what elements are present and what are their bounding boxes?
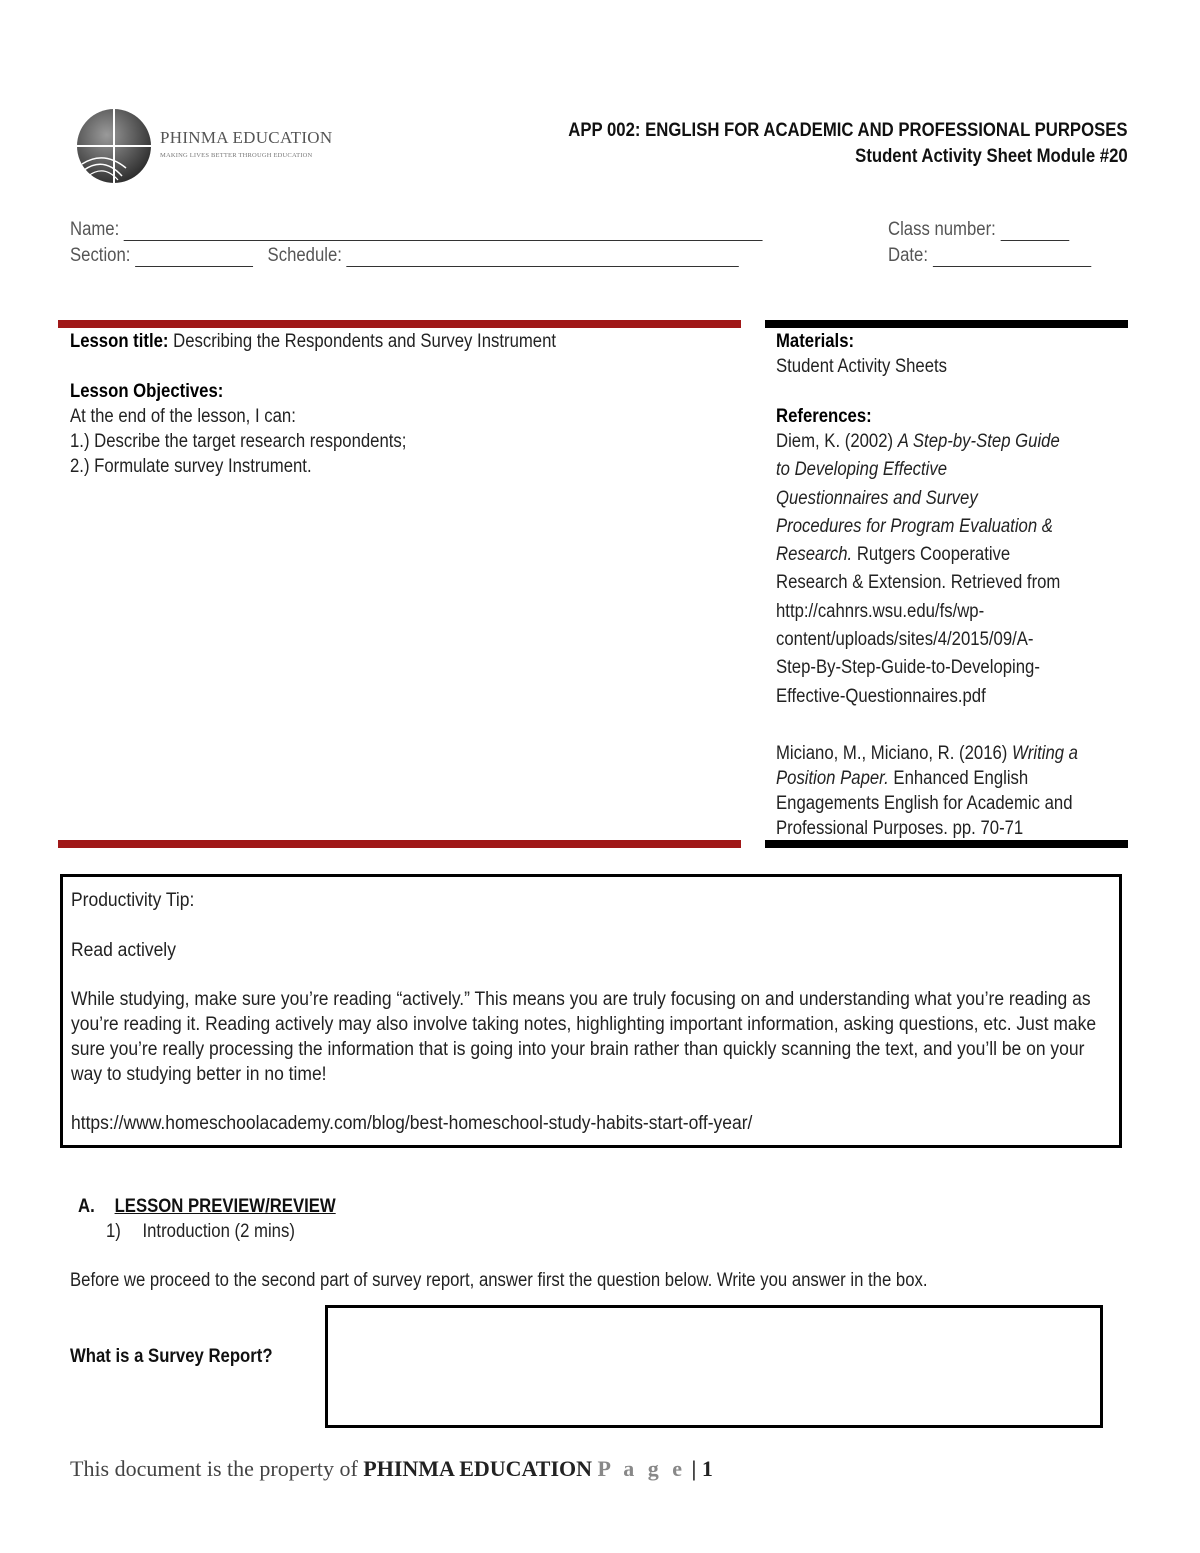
objectives-intro: At the end of the lesson, I can: (70, 406, 296, 427)
tip-source-link[interactable]: https://www.homeschoolacademy.com/blog/best-homeschool-study-habits-start-off-year/ (71, 1113, 753, 1135)
footer-page-word: P a g e (597, 1456, 687, 1481)
page-number: 1 (701, 1456, 713, 1481)
class-number-field[interactable] (888, 219, 1069, 241)
objectives-label: Lesson Objectives: (70, 381, 224, 402)
materials-label: Materials: (776, 331, 855, 352)
section-a-title: LESSON PREVIEW/REVIEW (114, 1196, 336, 1217)
objective-item: 2.) Formulate survey Instrument. (70, 456, 312, 477)
section-label: Section: (70, 245, 131, 266)
date-label: Date: (888, 245, 928, 266)
page-footer (70, 1456, 713, 1482)
productivity-tip-box (60, 874, 1122, 1148)
section-a-heading (78, 1196, 336, 1218)
reference-link[interactable]: http://cahnrs.wsu.edu/fs/wp- (776, 600, 985, 622)
sheet-subtitle: Student Activity Sheet Module #20 (855, 146, 1128, 167)
answer-box[interactable] (325, 1305, 1103, 1428)
tip-title: Read actively (71, 939, 176, 961)
lesson-title (70, 329, 556, 354)
top-black-divider (765, 320, 1128, 328)
reference-1: Diem, K. (2002) A Step-by-Step Guide to Developing Effective Questionnaires and Survey Procedures for Program Evaluation & Research. Rutgers Cooperative Research & Extension. Retrieved from http://cahnrs.wsu.edu/fs/wp- content/uploads/sites/4/2015/09/A- Step-By-Step-Guide-to-Developing- Effective-Questionnaires.pdf (776, 431, 1061, 707)
intro-item-text: Introduction (2 mins) (142, 1221, 295, 1242)
logo-tagline: MAKING LIVES BETTER THROUGH EDUCATION (160, 152, 313, 159)
instructions-text: Before we proceed to the second part of survey report, answer first the question below. Write you answer in the box. (70, 1270, 928, 1291)
footer-separator: | (686, 1456, 702, 1481)
date-line[interactable] (933, 248, 1091, 267)
lesson-title-value: Describing the Respondents and Survey Instrument (173, 331, 557, 352)
materials-block (776, 329, 947, 429)
date-field[interactable] (888, 245, 1091, 267)
footer-prefix: This document is the property of (70, 1456, 364, 1481)
tip-body: While studying, make sure you’re reading “actively.” This means you are truly focusing on and understanding what you’re reading as you’re reading it. Reading actively may also involve taking notes, highlighting important information, asking questions, etc. Just make sure you’re really processing the information that is going into your brain rather than quickly scanning the text, and you’ll be on your way to studying better in no time! (71, 989, 1097, 1085)
lesson-title-label: Lesson title: (70, 331, 169, 352)
phinma-logo (74, 106, 334, 186)
intro-item (106, 1221, 295, 1243)
name-line[interactable] (124, 222, 763, 241)
question-label: What is a Survey Report? (70, 1346, 273, 1367)
tip-heading: Productivity Tip: (71, 890, 195, 911)
name-label: Name: (70, 219, 120, 240)
materials-value: Student Activity Sheets (776, 356, 948, 377)
schedule-label: Schedule: (267, 245, 342, 266)
reference-2: Miciano, M., Miciano, R. (2016) Writing a Position Paper. Enhanced English Engagements English for Academic and Professional Purposes. pp. 70-71 (776, 743, 1078, 839)
section-field[interactable] (70, 245, 739, 267)
bottom-black-divider (765, 840, 1128, 848)
logo-globe-icon (74, 106, 154, 186)
references-label: References: (776, 406, 872, 427)
intro-item-number: 1) (106, 1221, 121, 1242)
lesson-block (70, 329, 556, 479)
schedule-line[interactable] (347, 248, 739, 267)
logo-brand: PHINMA EDUCATION (160, 128, 333, 147)
class-number-line[interactable] (1000, 222, 1069, 241)
course-title: APP 002: ENGLISH FOR ACADEMIC AND PROFESSIONAL PURPOSES (568, 120, 1128, 141)
section-line[interactable] (135, 248, 253, 267)
bottom-red-divider (58, 840, 741, 848)
class-number-label: Class number: (888, 219, 996, 240)
top-red-divider (58, 320, 741, 328)
objective-item: 1.) Describe the target research respondents; (70, 431, 407, 452)
name-field[interactable] (70, 219, 763, 241)
section-a-letter: A. (78, 1196, 95, 1217)
footer-org: PHINMA EDUCATION (363, 1456, 593, 1481)
